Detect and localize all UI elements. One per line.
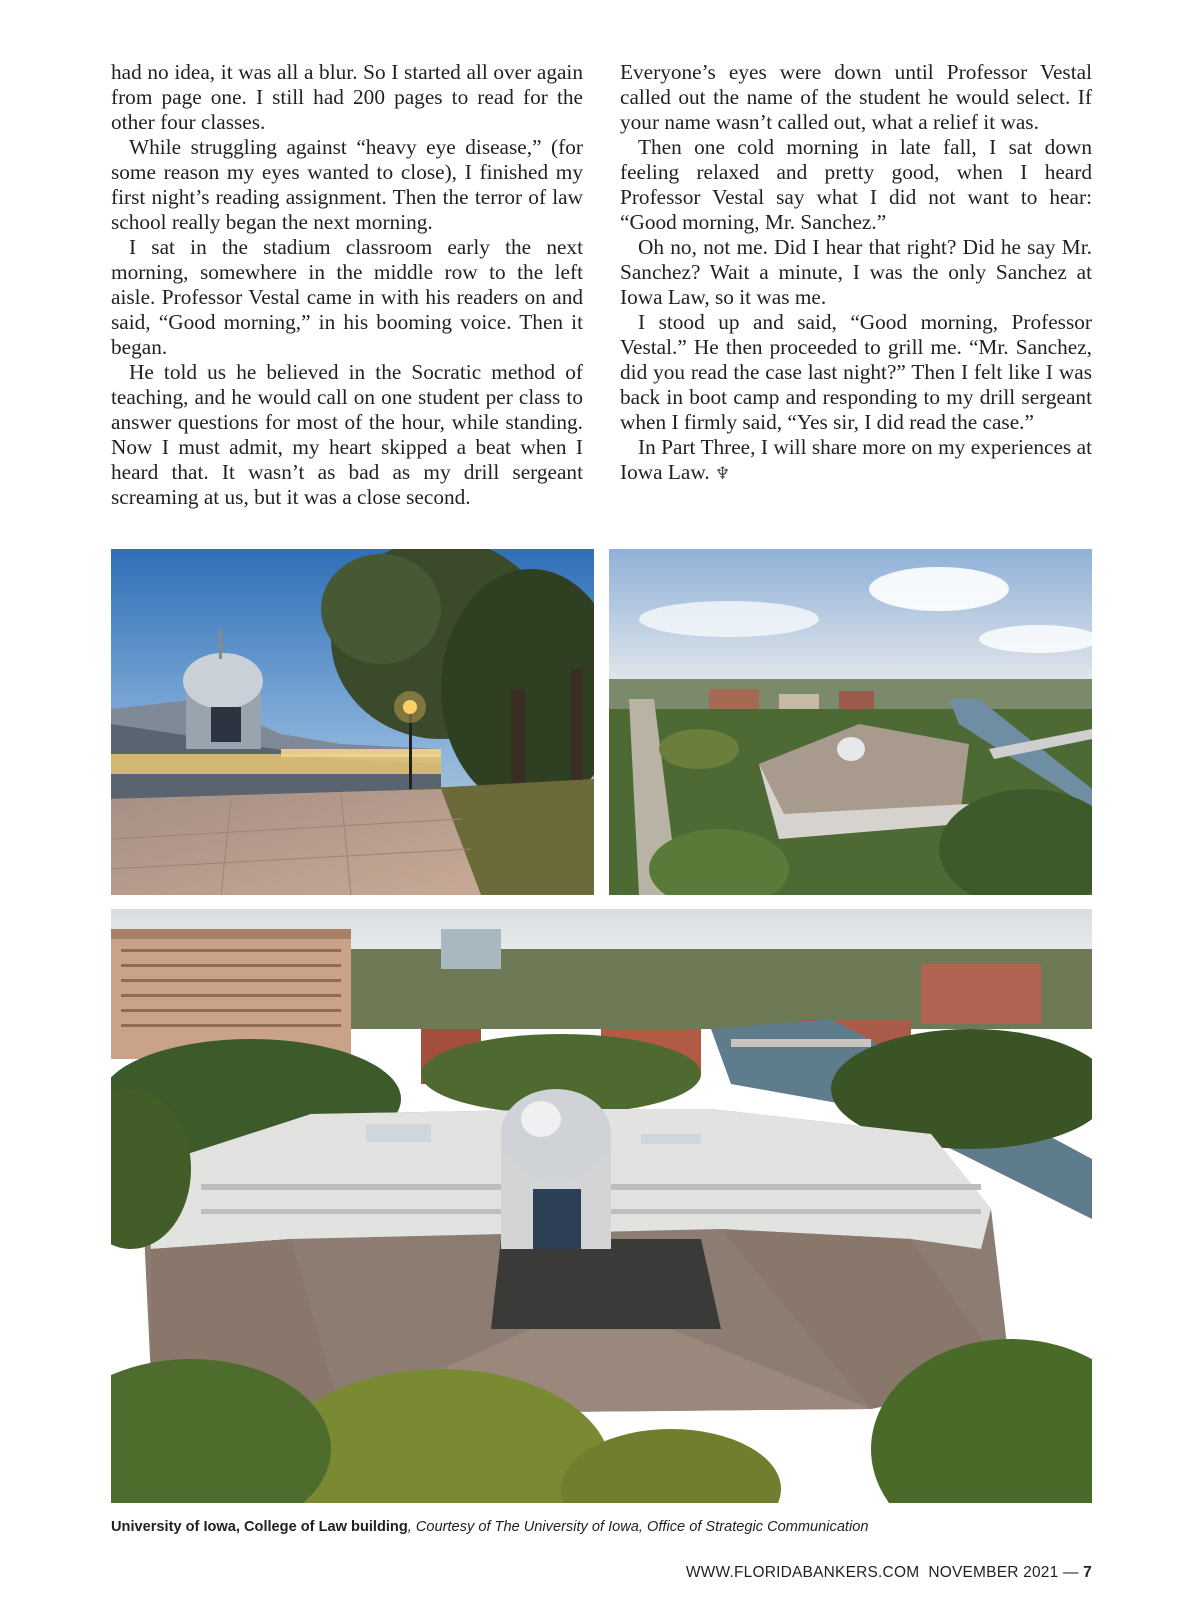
page-footer [686, 1564, 1092, 1582]
footer-site: WWW.FLORIDABANKERS.COM [685, 1564, 920, 1581]
campus-aerial-photo [609, 549, 1092, 895]
caption-credit: , Courtesy of The University of Iowa, Office of Strategic Communication [407, 1519, 869, 1535]
end-mark-icon: ♆ [715, 464, 731, 484]
law-building-aerial-photo [111, 909, 1092, 1503]
caption-title: University of Iowa, College of Law building [111, 1519, 408, 1535]
paragraph: Everyone’s eyes were down until Professor Vestal called out the name of the student he would select. If your name wasn’t called out, what a relief it was. [620, 60, 1092, 134]
law-building-dusk-photo [111, 549, 594, 895]
paragraph: Then one cold morning in late fall, I sat down feeling relaxed and pretty good, when I heard Professor Vestal say what I did not want to hear: “Good morning, Mr. Sanchez.” [620, 135, 1092, 234]
paragraph-text: In Part Three, I will share more on my experiences at Iowa Law. [620, 435, 1092, 484]
closing-paragraph [620, 435, 1092, 487]
page-number: 7 [1083, 1564, 1092, 1581]
paragraph: had no idea, it was all a blur. So I started all over again from page one. I still had 200 pages to read for the other four classes. [111, 60, 583, 134]
footer-dash: — [1062, 1564, 1079, 1581]
paragraph: I sat in the stadium classroom early the next morning, somewhere in the middle row to the left aisle. Professor Vestal came in with his readers on and said, “Good morning,” in his booming voice. Then it began. [111, 235, 583, 359]
paragraph: While struggling against “heavy eye disease,” (for some reason my eyes wanted to close), I finished my first night’s reading assignment. Then the terror of law school really began the next morning. [111, 135, 583, 234]
footer-issue: NOVEMBER 2021 [928, 1564, 1059, 1581]
paragraph: I stood up and said, “Good morning, Professor Vestal.” He then proceeded to grill me. “Mr. Sanchez, did you read the case last night?” Then I felt like I was back in boot camp and responding to my drill sergeant when I firmly said, “Yes sir, I did read the case.” [620, 310, 1092, 434]
paragraph: Oh no, not me. Did I hear that right? Did he say Mr. Sanchez? Wait a minute, I was the only Sanchez at Iowa Law, so it was me. [620, 235, 1092, 309]
photo-caption [111, 1519, 1101, 1535]
article-right-column [620, 60, 1092, 487]
paragraph: He told us he believed in the Socratic method of teaching, and he would call on one student per class to answer questions for most of the hour, while standing. Now I must admit, my heart skipped a beat when I heard that. It wasn’t as bad as my drill sergeant screaming at us, but it was a close second. [111, 360, 583, 509]
article-left-column [111, 60, 583, 510]
